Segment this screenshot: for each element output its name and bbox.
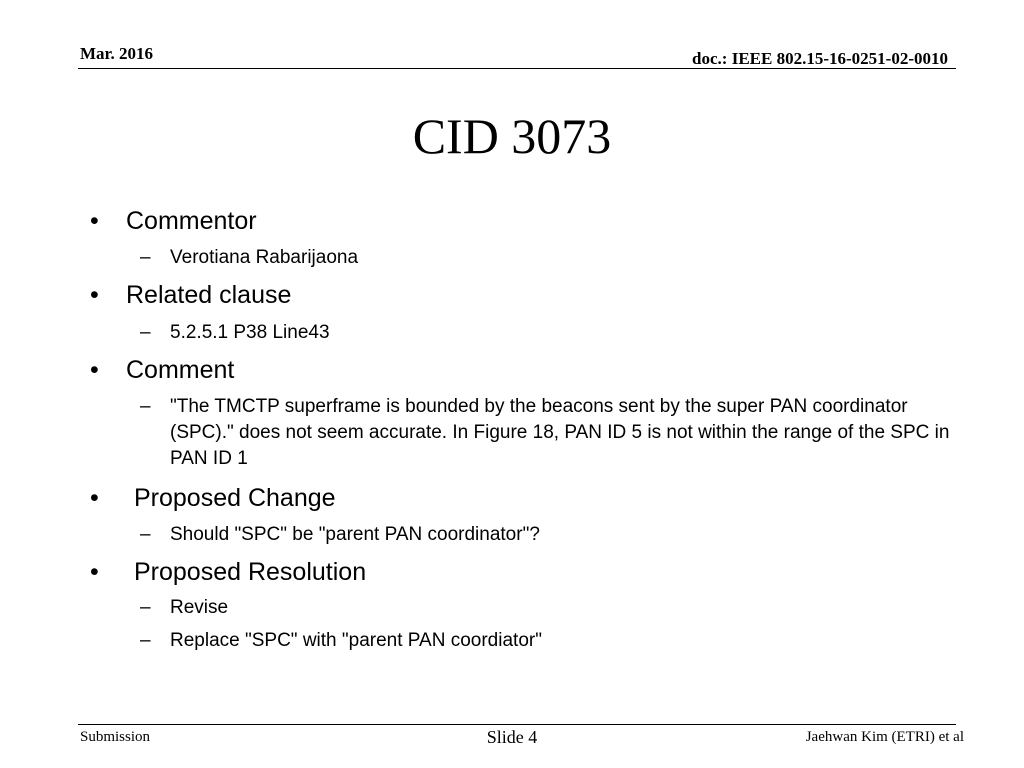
footer-slide-number: Slide 4 xyxy=(486,727,538,747)
footer-author: Jaehwan Kim (ETRI) et al xyxy=(805,729,964,745)
dash-mark: – xyxy=(140,630,151,651)
bullet-mark: • xyxy=(90,484,99,512)
bullet-label: Commentor xyxy=(126,207,257,235)
dash-mark: – xyxy=(140,322,151,343)
header-date: Mar. 2016 xyxy=(80,44,154,63)
sub-text: Revise xyxy=(170,597,229,618)
dash-mark: – xyxy=(140,396,151,417)
bullet-label: Proposed Change xyxy=(134,484,336,512)
bullet-label: Proposed Resolution xyxy=(134,558,367,586)
slide-title: CID 3073 xyxy=(412,108,612,164)
sub-text: Replace "SPC" with "parent PAN coordiator" xyxy=(170,630,542,651)
bullet-label: Related clause xyxy=(126,281,292,309)
dash-mark: – xyxy=(140,524,151,545)
header-doc-id: doc.: IEEE 802.15-16-0251-02-0010 xyxy=(692,49,948,68)
dash-mark: – xyxy=(140,247,151,268)
footer-divider xyxy=(78,724,956,725)
bullet-mark: • xyxy=(90,558,99,586)
dash-mark: – xyxy=(140,597,151,618)
sub-text: Should "SPC" be "parent PAN coordinator"? xyxy=(170,524,540,545)
sub-text: 5.2.5.1 P38 Line43 xyxy=(170,322,330,343)
bullet-label: Comment xyxy=(126,356,235,384)
sub-text: "The TMCTP superframe is bounded by the beacons sent by the super PAN coordinator (SPC)." does not seem accurate. In Figure 18, PAN ID 5 is not within the range of the SPC in PAN ID 1 xyxy=(170,396,950,469)
bullet-mark: • xyxy=(90,356,99,384)
bullet-mark: • xyxy=(90,207,99,235)
bullet-mark: • xyxy=(90,281,99,309)
footer-submission: Submission xyxy=(80,729,151,745)
header-divider xyxy=(78,68,956,69)
sub-text: Verotiana Rabarijaona xyxy=(170,247,359,268)
